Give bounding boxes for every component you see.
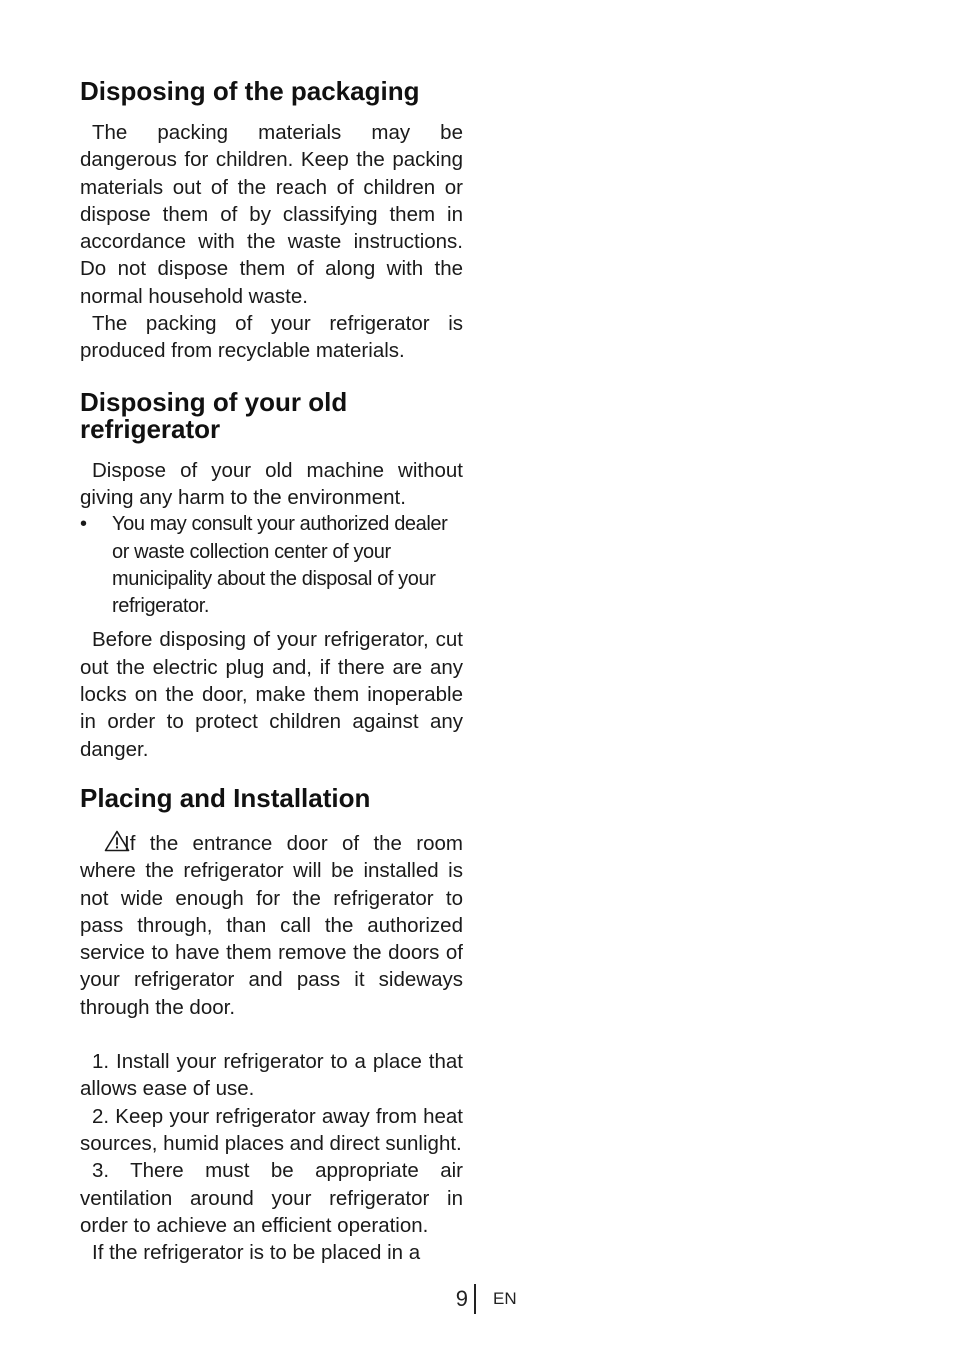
- paragraph-old-outro: Before disposing of your refrigerator, cut out the electric plug and, if there are any locks on the door, make them inoperable in order to protect children against any danger.: [80, 628, 463, 761]
- paragraph-warning: [80, 830, 463, 1021]
- bullet-text: You may consult your authorized dealer or waste collection center of your municipality about the disposal of your refrigerator.: [112, 513, 448, 618]
- page-column: [80, 74, 463, 1266]
- bullet-item: [80, 511, 463, 620]
- paragraph-continued: If the refrigerator is to be placed in a: [92, 1241, 421, 1265]
- step-2: 2. Keep your refrigerator away from heat sources, humid places and direct sunlight.: [80, 1104, 463, 1155]
- heading-placing-installation: Placing and Installation: [80, 782, 371, 813]
- warning-text: If the entrance door of the room where the refrigerator will be installed is not wide enough for the refrigerator to pass through, than call the authorized service to have them remove the doors of your refrigerator and pass it sideways through the door.: [80, 831, 463, 1019]
- paragraph-packaging-danger: The packing materials may be dangerous for children. Keep the packing materials out of the reach of children or dispose them of by classifying them in accordance with the waste instructions. Do not dispose them of along with the normal household waste.: [80, 121, 463, 308]
- heading-disposing-old-refrigerator: Disposing of your old refrigerator: [80, 386, 348, 444]
- language-code: EN: [493, 1289, 517, 1308]
- paragraph-old-intro: Dispose of your old machine without giving any harm to the environment.: [80, 458, 463, 509]
- bullet-dot: •: [80, 513, 87, 536]
- warning-triangle-icon: [92, 830, 118, 852]
- step-3: 3. There must be appropriate air ventilation around your refrigerator in order to achieve an efficient operation.: [80, 1159, 463, 1237]
- page-number: 9: [455, 1286, 468, 1311]
- step-1: 1. Install your refrigerator to a place that allows ease of use.: [80, 1050, 463, 1101]
- page-footer: [448, 1284, 517, 1314]
- heading-disposing-packaging: Disposing of the packaging: [80, 76, 420, 106]
- paragraph-packaging-recyclable: The packing of your refrigerator is produced from recyclable materials.: [80, 312, 463, 363]
- spacer: [80, 1021, 463, 1048]
